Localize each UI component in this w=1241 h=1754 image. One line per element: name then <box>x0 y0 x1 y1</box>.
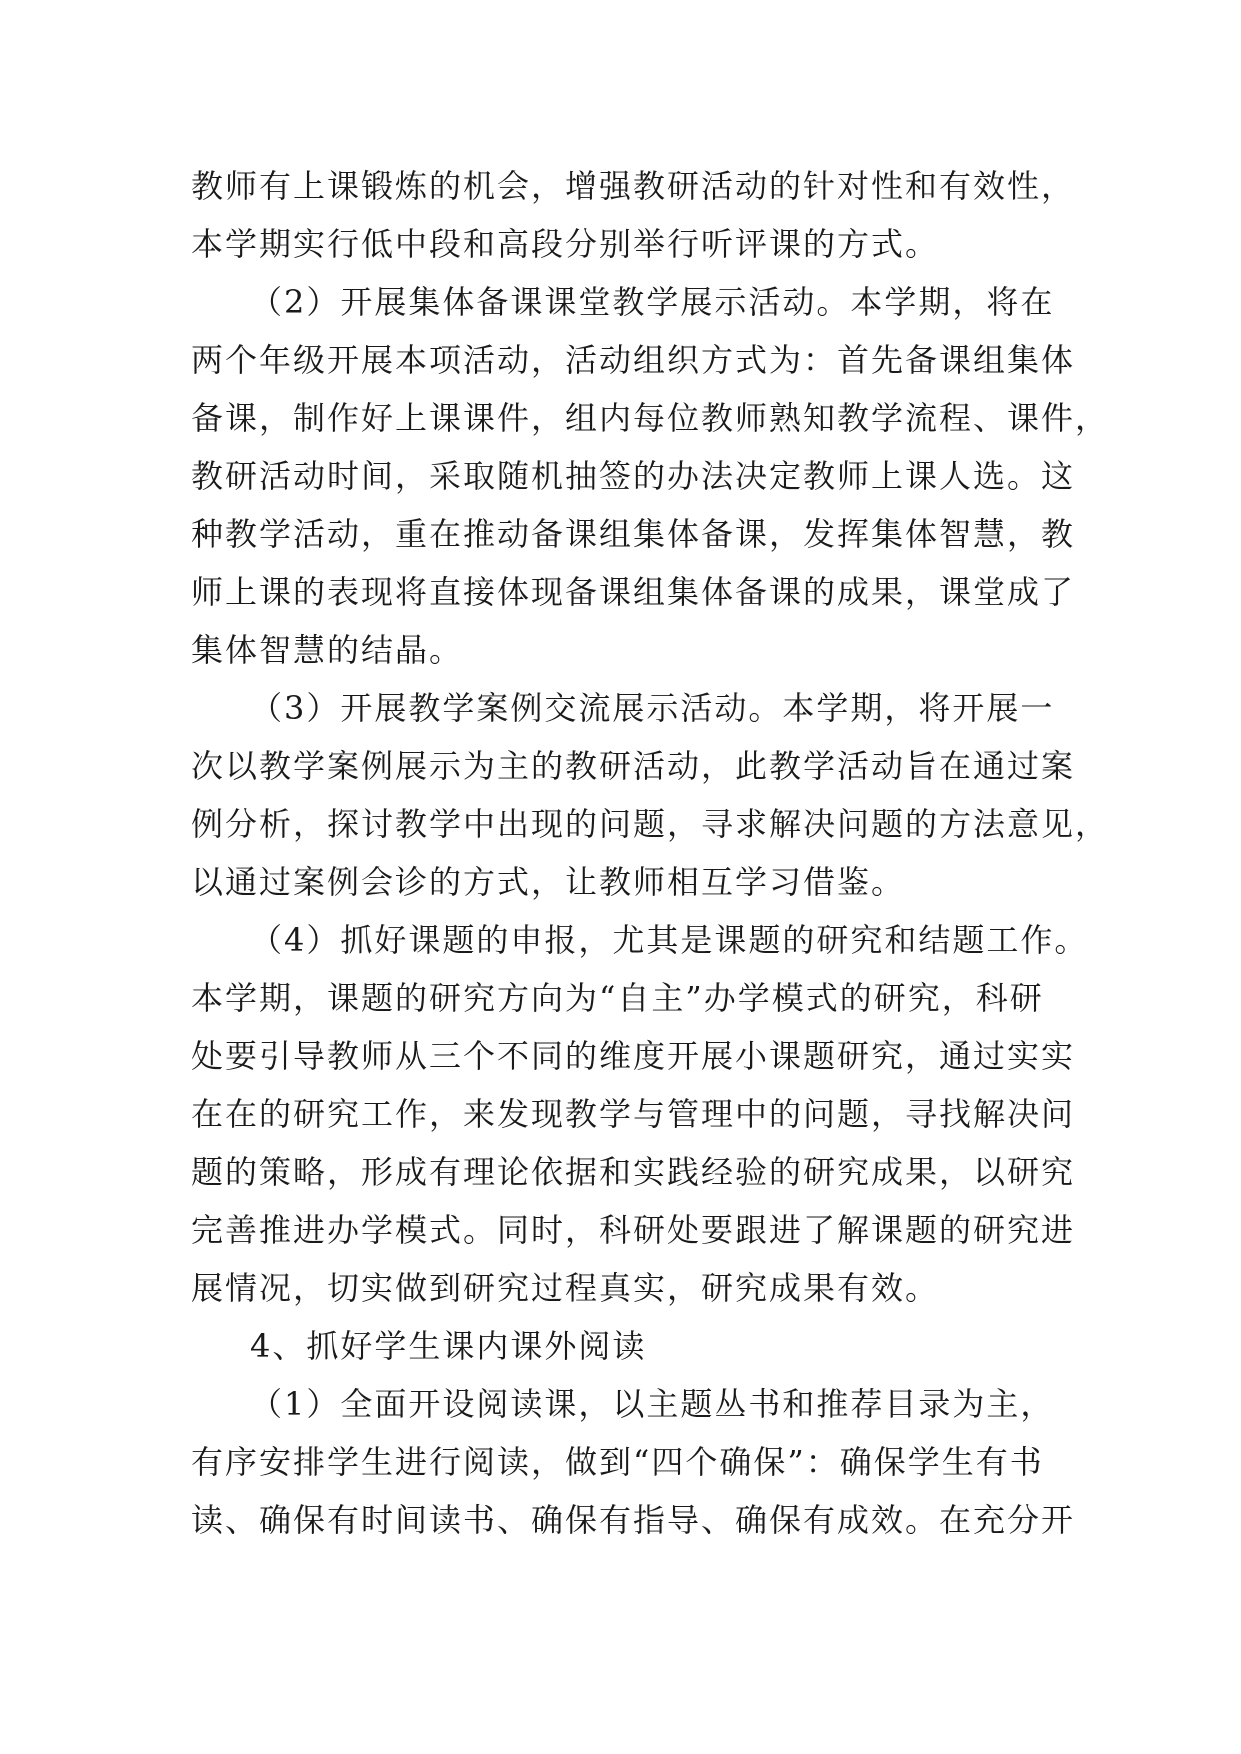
text-line: （4）抓好课题的申报，尤其是课题的研究和结题工作。 <box>250 921 1089 959</box>
text-line: 两个年级开展本项活动，活动组织方式为：首先备课组集体 <box>191 341 1076 379</box>
text-line: （1）全面开设阅读课，以主题丛书和推荐目录为主， <box>250 1385 1055 1423</box>
text-line: 教师有上课锻炼的机会，增强教研活动的针对性和有效性， <box>191 167 1076 205</box>
text-line: 备课，制作好上课课件，组内每位教师熟知教学流程、课件， <box>191 399 1110 437</box>
text-line: （3）开展教学案例交流展示活动。本学期，将开展一 <box>250 689 1055 727</box>
text-line: 有序安排学生进行阅读，做到“四个确保”：确保学生有书 <box>191 1443 1044 1481</box>
text-line: 读、确保有时间读书、确保有指导、确保有成效。在充分开 <box>191 1501 1076 1539</box>
text-line: 本学期实行低中段和高段分别举行听评课的方式。 <box>191 225 940 263</box>
text-line: 展情况，切实做到研究过程真实，研究成果有效。 <box>191 1269 940 1307</box>
text-line: 题的策略，形成有理论依据和实践经验的研究成果，以研究 <box>191 1153 1076 1191</box>
text-line: 教研活动时间，采取随机抽签的办法决定教师上课人选。这 <box>191 457 1076 495</box>
text-line: 次以教学案例展示为主的教研活动，此教学活动旨在通过案 <box>191 747 1076 785</box>
section-heading: 4、抓好学生课内课外阅读 <box>250 1327 647 1365</box>
text-line: 处要引导教师从三个不同的维度开展小课题研究，通过实实 <box>191 1037 1076 1075</box>
text-line: 师上课的表现将直接体现备课组集体备课的成果，课堂成了 <box>191 573 1076 611</box>
text-line: 本学期，课题的研究方向为“自主”办学模式的研究，科研 <box>191 979 1044 1017</box>
text-line: 例分析，探讨教学中出现的问题，寻求解决问题的方法意见， <box>191 805 1110 843</box>
text-line: 集体智慧的结晶。 <box>191 631 464 669</box>
text-line: （2）开展集体备课课堂教学展示活动。本学期，将在 <box>250 283 1055 321</box>
text-line: 完善推进办学模式。同时，科研处要跟进了解课题的研究进 <box>191 1211 1076 1249</box>
text-line: 种教学活动，重在推动备课组集体备课，发挥集体智慧，教 <box>191 515 1076 553</box>
text-line: 以通过案例会诊的方式，让教师相互学习借鉴。 <box>191 863 906 901</box>
text-line: 在在的研究工作，来发现教学与管理中的问题，寻找解决问 <box>191 1095 1076 1133</box>
